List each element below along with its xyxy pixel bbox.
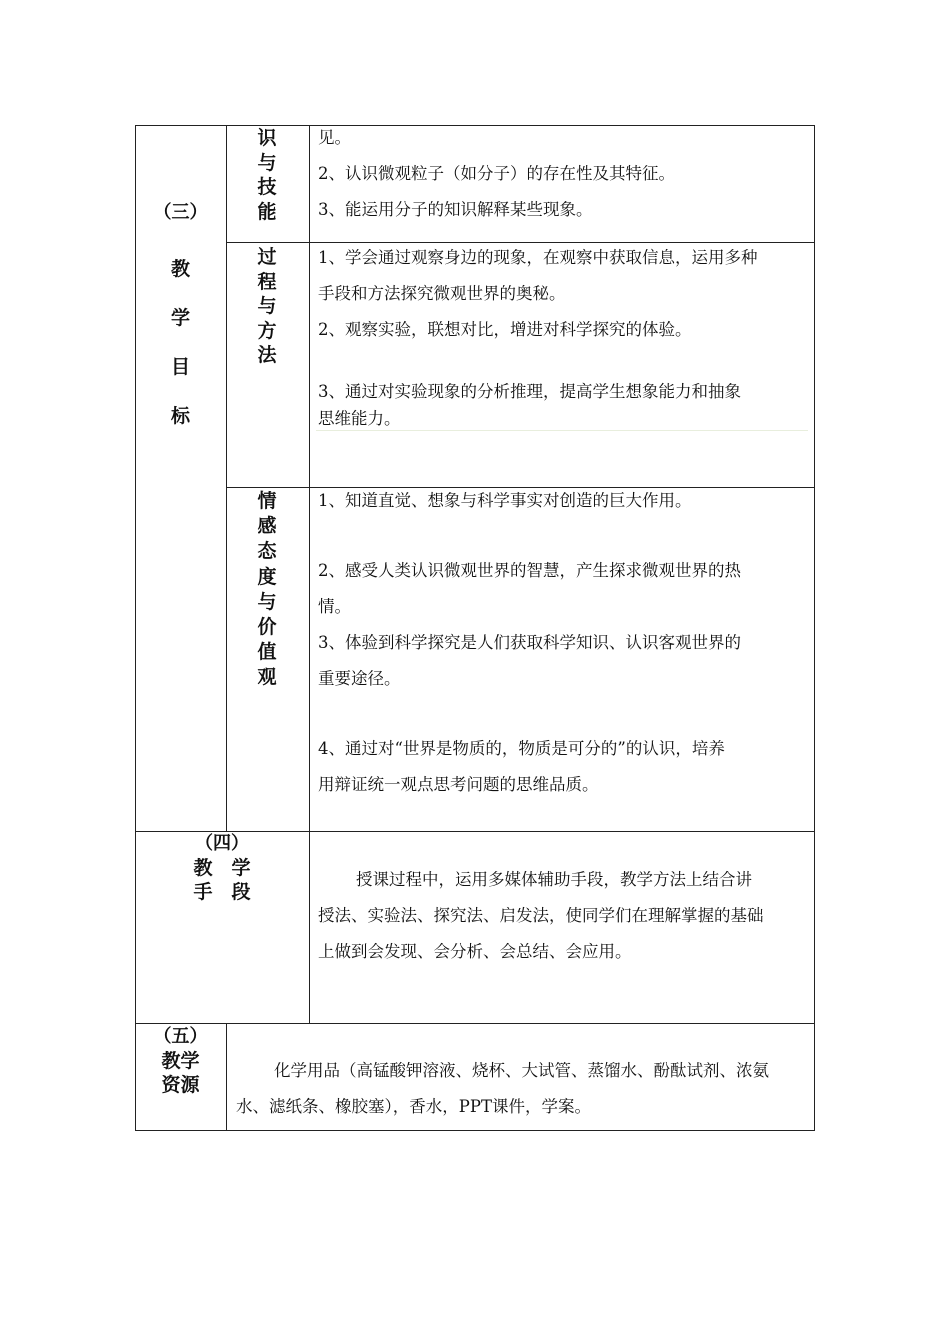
column-divider-section5 [226, 1023, 227, 1131]
section5-label-line2: 资源 [161, 1074, 200, 1096]
process-line: 思维能力。 [318, 409, 401, 428]
section3-label [135, 198, 226, 450]
process-line: 2、观察实验，联想对比，增进对科学探究的体验。 [318, 320, 692, 339]
emotion-content [318, 483, 741, 803]
section3-char-1: 教 [170, 258, 190, 280]
section5-line: 水、滤纸条、橡胶塞），香水，PPT课件，学案。 [236, 1097, 591, 1116]
process-title-char: 与 [257, 295, 277, 317]
knowledge-line: 见。 [318, 128, 351, 147]
emotion-title-char: 态 [257, 540, 277, 563]
section4-label [135, 832, 309, 904]
section5-label-line1: 教学 [161, 1050, 200, 1072]
emotion-title-char: 感 [257, 515, 277, 538]
section3-char-4: 标 [170, 405, 190, 427]
section5-label [135, 1025, 226, 1097]
emotion-title-char: 度 [257, 565, 277, 588]
table-right-border [814, 125, 815, 1131]
row-divider-section4 [135, 1023, 815, 1024]
emotion-line: 2、感受人类认识微观世界的智慧，产生探求微观世界的热 [318, 561, 741, 580]
section4-line: 授法、实验法、探究法、启发法，使同学们在理解掌握的基础 [318, 906, 764, 925]
column-divider-2 [309, 125, 310, 1024]
section5-line: 化学用品（高锰酸钾溶液、烧杯、大试管、蒸馏水、酚酞试剂、浓氨 [274, 1061, 769, 1080]
section3-char-3: 目 [170, 356, 190, 378]
process-title-char: 法 [257, 344, 277, 366]
table-bottom-border [135, 1130, 815, 1131]
process-title-char: 方 [257, 319, 277, 342]
knowledge-line: 3、能运用分子的知识解释某些现象。 [318, 200, 593, 219]
emotion-title-char: 与 [257, 590, 277, 613]
emotion-line: 情。 [318, 597, 351, 616]
emotion-title-char: 值 [257, 641, 277, 664]
process-title-char: 程 [257, 270, 277, 293]
knowledge-content [318, 120, 675, 228]
section4-number: （四） [195, 833, 249, 854]
emotion-title-char: 情 [257, 490, 277, 512]
column-divider-1 [226, 125, 227, 832]
emotion-line: 重要途径。 [318, 669, 401, 688]
section5-content [236, 1053, 769, 1125]
process-line: 1、学会通过观察身边的现象，在观察中获取信息，运用多种 [318, 248, 758, 267]
process-content [318, 240, 810, 432]
emotion-line: 3、体验到科学探究是人们获取科学知识、认识客观世界的 [318, 633, 741, 652]
section4-label-line1: 教 学 [193, 857, 251, 879]
section5-number: （五） [153, 1026, 208, 1047]
emotion-title-char: 价 [257, 616, 277, 639]
section3-char-2: 学 [170, 307, 190, 329]
emotion-line: 4、通过对“世界是物质的，物质是可分的”的认识，培养 [318, 739, 725, 758]
emotion-title [255, 489, 279, 691]
emotion-line: 1、知道直觉、想象与科学事实对创造的巨大作用。 [318, 491, 692, 510]
knowledge-title-char: 与 [257, 151, 277, 174]
knowledge-title-char: 能 [257, 200, 277, 223]
section4-content [318, 862, 764, 970]
emotion-line: 用辩证统一观点思考问题的思维品质。 [318, 775, 599, 794]
emotion-title-char: 观 [257, 666, 277, 689]
process-title [255, 245, 279, 368]
process-line: 手段和方法探究微观世界的奥秘。 [318, 284, 566, 303]
knowledge-title-char: 识 [257, 127, 277, 149]
process-title-char: 过 [257, 246, 277, 268]
knowledge-title [255, 126, 279, 224]
section4-line: 授课过程中，运用多媒体辅助手段，教学方法上结合讲 [356, 870, 752, 889]
section4-label-line2: 手 段 [193, 881, 251, 903]
section4-line: 上做到会发现、会分析、会总结、会应用。 [318, 942, 632, 961]
knowledge-line: 2、认识微观粒子（如分子）的存在性及其特征。 [318, 164, 675, 183]
section3-number: （三） [153, 202, 208, 223]
process-line: 3、通过对实验现象的分析推理，提高学生想象能力和抽象 [318, 382, 741, 401]
knowledge-title-char: 技 [257, 176, 277, 198]
